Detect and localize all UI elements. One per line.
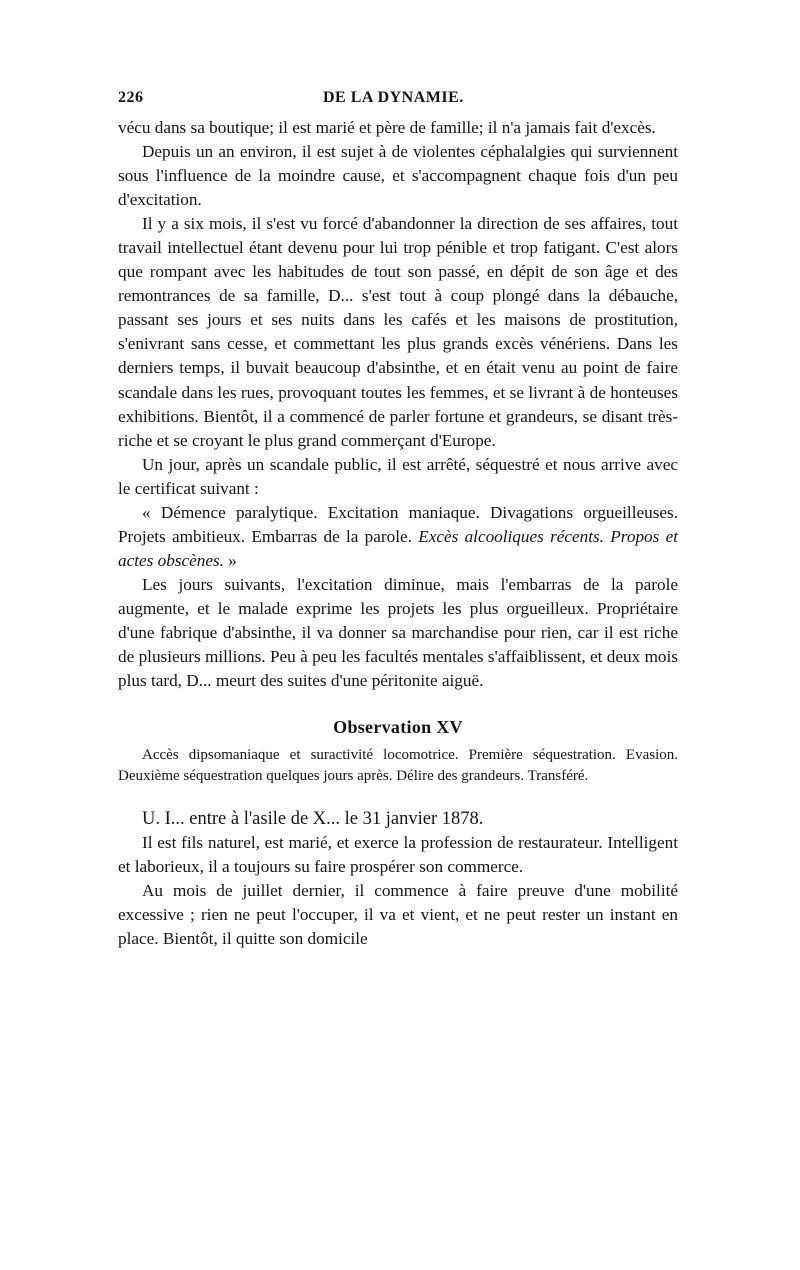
observation-title: Observation XV [333,717,463,738]
patient-entry: U. I... entre à l'asile de X... le 31 janvier 1878. [142,809,484,830]
text-block [118,86,678,951]
certificate-quote [118,501,678,573]
certificate-italic: Excès alcooliques récents. Propos et actes obscènes. [118,526,679,570]
paragraph-headaches: Depuis un an environ, il est sujet à de violentes céphalalgies qui surviennent sous l'influence de la moindre cause, et s'accompagnent chaque fois d'un peu d'excitation. [118,142,678,210]
observation-summary: Accès dipsomaniaque et suractivité locomotrice. Première séquestration. Evasion. Deuxième séquestration quelques jours après. Délire des grandeurs. Transféré. [118,747,678,785]
running-title: DE LA DYNAMIE. [323,89,464,106]
paragraph-patient-background: Il est fils naturel, est marié, et exerce la profession de restaurateur. Intelligent et laborieux, il a toujours su faire prospérer son commerce. [118,833,678,877]
paragraph-patient-mobility: Au mois de juillet dernier, il commence à faire preuve d'une mobilité excessive ; rien ne peut l'occuper, il va et vient, et ne peut rester un instant en place. Bientôt, il quitte son domicile [118,881,678,949]
paragraph-debauchery: Il y a six mois, il s'est vu forcé d'abandonner la direction de ses affaires, tout travail intellectuel étant devenu pour lui trop pénible et trop fatigant. C'est alors que rompant avec les habitudes de tout son passé, en dépit de son âge et des remontrances de sa famille, D... s'est tout à coup plongé dans la débauche, passant ses jours et ses nuits dans les cafés et les maisons de prostitution, s'enivrant sans cesse, et commettant les plus grands excès vénériens. Dans les derniers temps, il buvait beaucoup d'absinthe, et en était venu au point de faire scandale dans les rues, provoquant toutes les femmes, et se livrant à de honteuses exhibitions. Bientôt, il a commencé de parler fortune et grandeurs, se disant très-riche et se croyant le plus grand commerçant d'Europe. [118,214,678,450]
paragraph-arrest: Un jour, après un scandale public, il est arrêté, séquestré et nous arrive avec le certificat suivant : [118,454,678,498]
paragraph-continued: vécu dans sa boutique; il est marié et père de famille; il n'a jamais fait d'excès. [118,118,656,137]
paragraph-outcome: Les jours suivants, l'excitation diminue, mais l'embarras de la parole augmente, et le malade exprime les projets les plus orgueilleux. Propriétaire d'une fabrique d'absinthe, il va donner sa marchandise pour rien, car il est riche de plusieurs millions. Peu à peu les facultés mentales s'affaiblissent, et deux mois plus tard, D... meurt des suites d'une péritonite aiguë. [118,574,678,691]
page-number: 226 [118,89,144,106]
running-head [118,86,678,116]
certificate-text: « Démence paralytique. Excitation maniaque. Divagations orgueilleuses. Projets ambitieux. Embarras de la parole. [118,502,678,546]
certificate-close: » [228,550,237,570]
